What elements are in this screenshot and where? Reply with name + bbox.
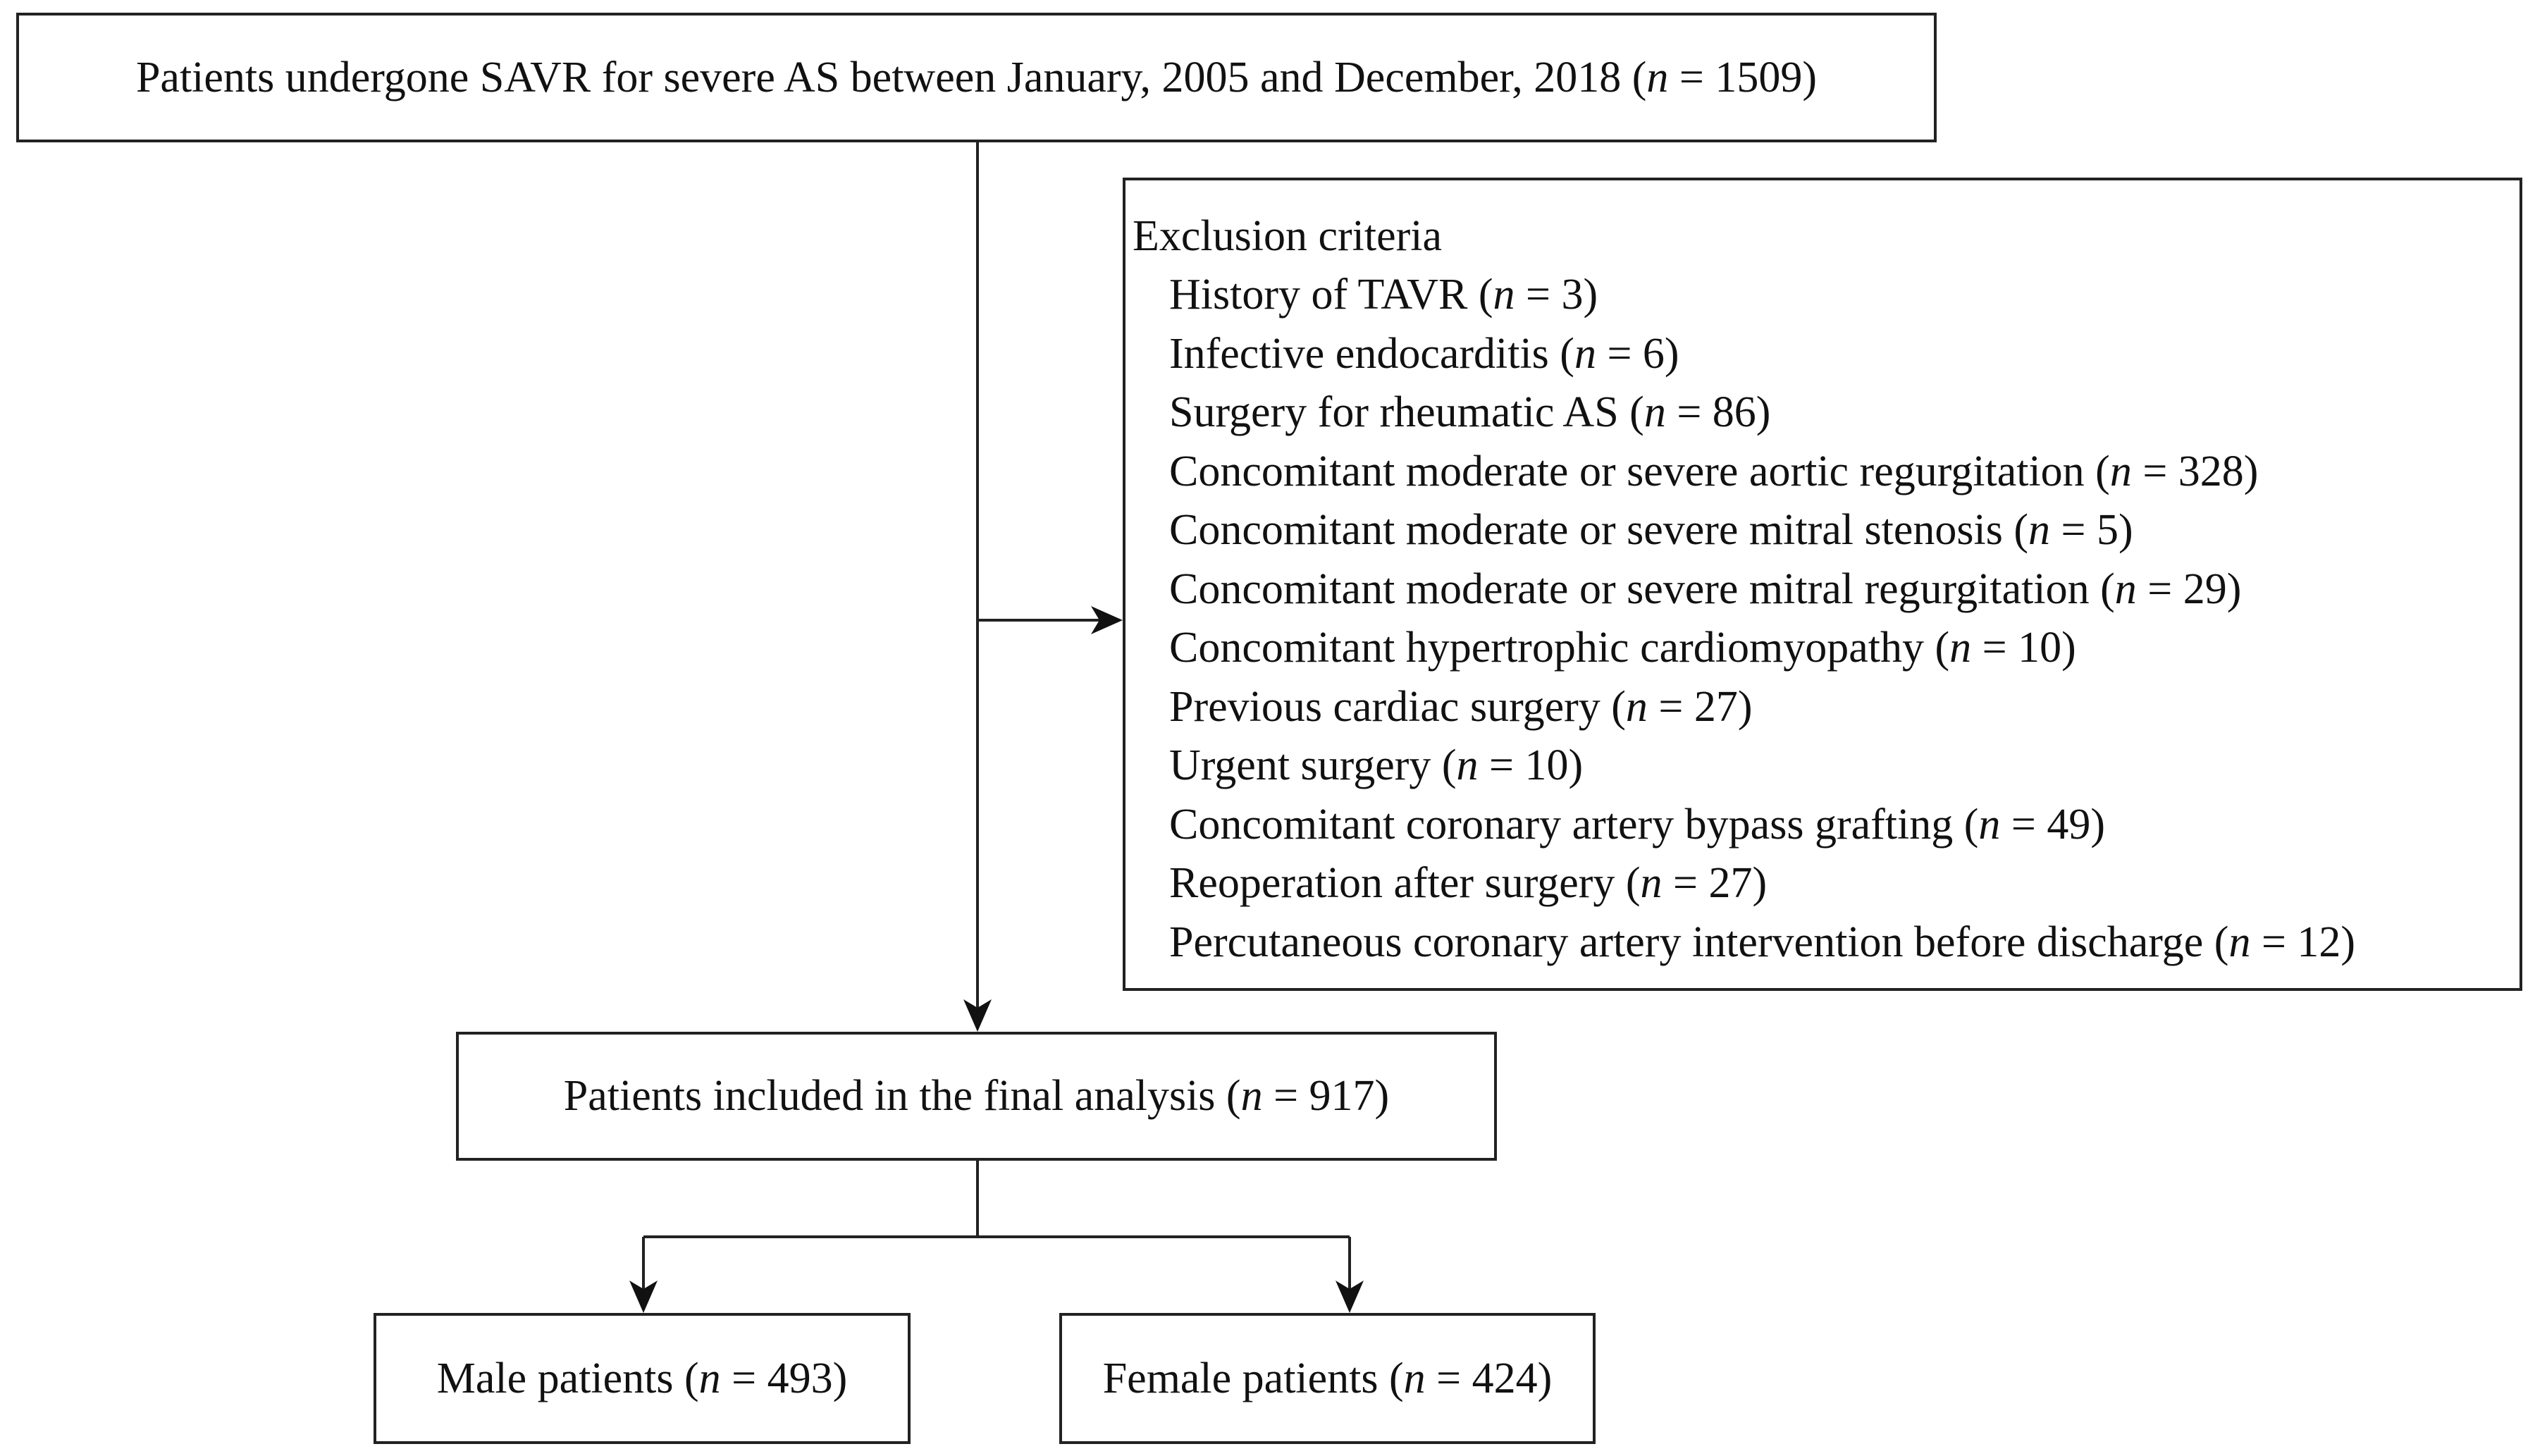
exclusion-item: Concomitant moderate or severe mitral regurgitation (n = 29) [1169,564,2242,613]
final-analysis-text: Patients included in the final analysis (n = 917) [563,1072,1390,1120]
exclusion-item: Previous cardiac surgery (n = 27) [1169,682,1753,731]
exclusion-item: Concomitant moderate or severe mitral stenosis (n = 5) [1169,506,2133,554]
exclusion-item: History of TAVR (n = 3) [1169,271,1598,319]
female-patients-text: Female patients (n = 424) [1102,1354,1553,1402]
exclusion-item: Reoperation after surgery (n = 27) [1169,859,1768,907]
exclusion-item: Concomitant moderate or severe aortic regurgitation (n = 328) [1169,447,2259,495]
exclusion-item: Surgery for rheumatic AS (n = 86) [1169,388,1771,436]
enrolled-patients-box [16,13,1937,142]
exclusion-title: Exclusion criteria [1133,212,1442,260]
final-analysis-box [456,1032,1497,1161]
male-patients-text: Male patients (n = 493) [436,1354,848,1402]
exclusion-item: Concomitant hypertrophic cardiomyopathy (n = 10) [1169,624,2076,672]
exclusion-item: Concomitant coronary artery bypass grafting (n = 49) [1169,800,2105,849]
male-patients-box [374,1313,911,1444]
exclusion-item: Infective endocarditis (n = 6) [1169,329,1679,378]
exclusion-item: Percutaneous coronary artery intervention before discharge (n = 12) [1169,918,2356,966]
exclusion-criteria-box [1123,178,2522,991]
female-patients-box [1059,1313,1596,1444]
enrolled-text: Patients undergone SAVR for severe AS between January, 2005 and December, 2018 (n = 1509) [135,53,1818,101]
exclusion-item: Urgent surgery (n = 10) [1169,741,1584,789]
